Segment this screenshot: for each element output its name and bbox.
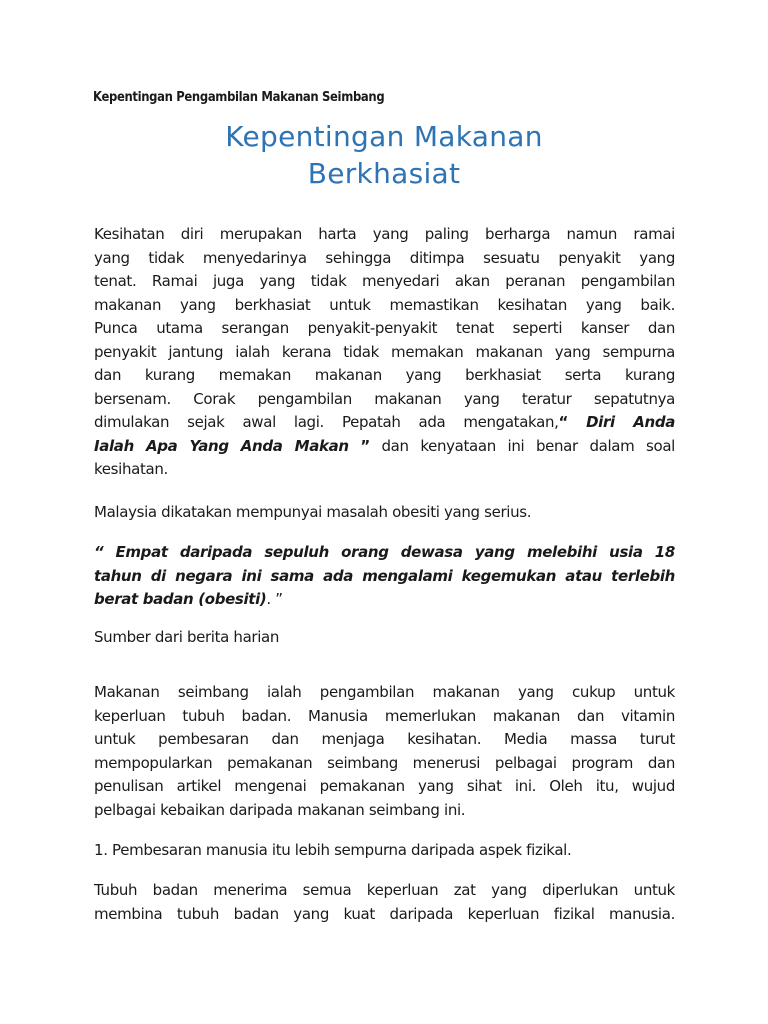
paragraph-line: penulisan artikel mengenai pemakanan yang sihat ini. Oleh itu, wujud [94,777,675,795]
title-line-2: Berkhasiat [307,157,461,190]
paragraph-line: Malaysia dikatakan mempunyai masalah obesiti yang serius. [94,503,532,521]
paragraph-line: keperluan tubuh badan. Manusia memerlukan makanan dan vitamin [94,706,675,725]
proverb-quote-part-2: Ialah Apa Yang Anda Makan [94,436,349,455]
paragraph-line: Sumber dari berita harian [94,628,280,646]
paragraph-obesity [94,501,675,525]
quote-line: “ Empat daripada sepuluh orang dewasa yang melebihi usia 18 [94,543,675,561]
paragraph-line: makanan yang berkhasiat untuk memastikan kesihatan yang baik. [94,295,675,314]
paragraph-line: dan kurang memakan makanan yang berkhasiat serta kurang [94,366,675,384]
quote-line: tahun di negara ini sama ada mengalami kegemukan atau terlebih [94,566,675,585]
paragraph-line [94,411,675,435]
paragraph-line: pelbagai kebaikan daripada makanan seimbang ini. [94,800,466,819]
paragraph-line: yang tidak menyedarinya sehingga ditimpa sesuatu penyakit yang [94,248,675,267]
line-text: dimulakan sejak awal lagi. Pepatah ada mengatakan, [94,413,559,431]
page-title [0,118,768,192]
paragraph-balanced-diet [94,681,675,822]
paragraph-line: tenat. Ramai juga yang tidak menyedari akan peranan pengambilan [94,272,675,290]
proverb-quote-part-1: Diri Anda [586,413,675,431]
paragraph-line: 1. Pembesaran manusia itu lebih sempurna daripada aspek fizikal. [94,841,572,859]
paragraph-source [94,626,675,650]
line-text: dan kenyataan ini benar dalam soal [381,436,675,455]
paragraph-line: mempopularkan pemakanan seimbang menerusi pelbagai program dan [94,753,675,772]
paragraph-line: kesihatan. [94,460,168,478]
title-line-1: Kepentingan Makanan [225,120,543,153]
paragraph-line: Punca utama serangan penyakit-penyakit tenat seperti kanser dan [94,319,675,337]
paragraph-growth [94,879,675,926]
paragraph-line [94,435,675,459]
numbered-point-1 [94,839,675,863]
quote-line [94,588,675,612]
quote-open-mark: “ [558,413,569,431]
paragraph-line: Kesihatan diri merupakan harta yang paling berharga namun ramai [94,225,675,243]
statistic-quote [94,541,675,612]
quote-tail: . ” [266,590,283,608]
paragraph-line: untuk pembesaran dan menjaga kesihatan. Media massa turut [94,730,675,748]
paragraph-intro [94,223,675,482]
paragraph-line: bersenam. Corak pengambilan makanan yang teratur sepatutnya [94,389,675,408]
quote-bold-text: berat badan (obesiti) [94,590,267,608]
paragraph-line: membina tubuh badan yang kuat daripada keperluan fizikal manusia. [94,904,675,923]
paragraph-line: penyakit jantung ialah kerana tidak memakan makanan yang sempurna [94,342,675,361]
quote-close-mark: ” [360,436,370,455]
paragraph-line: Tubuh badan menerima semua keperluan zat yang diperlukan untuk [94,881,675,899]
paragraph-line: Makanan seimbang ialah pengambilan makanan yang cukup untuk [94,683,675,701]
document-header: Kepentingan Pengambilan Makanan Seimbang [93,89,385,105]
